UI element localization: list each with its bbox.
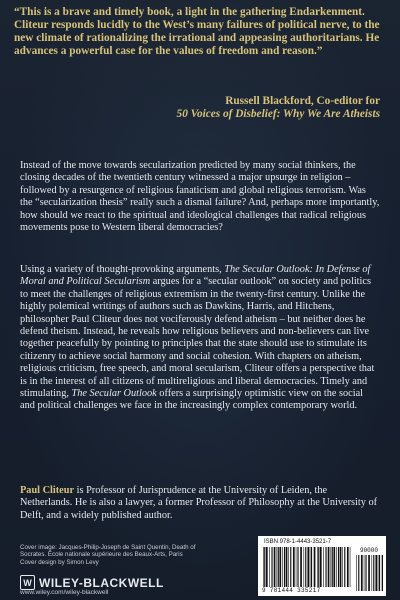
barcode-bars-icon <box>262 547 352 587</box>
endorsement-attribution <box>90 95 380 121</box>
isbn-label: ISBN 978-1-4443-3521-7 <box>264 539 332 545</box>
publisher-url: www.wiley.com/wiley-blackwell <box>20 589 109 596</box>
author-bio-text: is Professor of Jurisprudence at the University of Leiden, the Netherlands. He is also a lawyer, a former Professor of Philosophy at the University of Delft, and a widely published author. <box>20 485 378 521</box>
paragraph-2-intro: Using a variety of thought-provoking arguments, <box>20 264 225 275</box>
endorsement-author: Russell Blackford, Co-editor for <box>225 95 380 107</box>
author-bio <box>20 485 380 522</box>
wiley-logo-icon: W <box>20 575 35 590</box>
ean-digits: 9 781444 335217 <box>262 587 321 594</box>
description-paragraph-1: Instead of the move towards secularization predicted by many social thinkers, the closing decades of the twentieth century witnessed a major upsurge in religion – followed by a resurgence of religious fanaticism and global religious terrorism. Was the “secularization thesis” really such a dismal failure? And, perhaps more importantly, how should we react to the spiritual and ideological challenges that radical religious movements pose to Western liberal democracies? <box>20 160 380 234</box>
credit-line-1: Cover image: Jacques-Philip-Joseph de Saint Quentin, Death of <box>20 544 196 551</box>
endorsement-book-title: 50 Voices of Disbelief: Why We Are Atheists <box>176 108 380 120</box>
barcode <box>258 536 386 596</box>
paragraph-2-body: argues for a “secular outlook” on society and politics to meet the challenges of religious extremism in the twenty-first century. Unlike the highly polemical writings of authors such as Dawkins, Harris, and Hitchens, philosopher Paul Cliteur does not vociferously defend atheism – but neither does he defend theism. Instead, he reveals how religious believers and non-believers can live together peacefully by pointing to principles that the state should use to stimulate its citizenry to achieve social harmony and social cohesion. With chapters on atheism, religious criticism, free speech, and moral secularism, Cliteur offers a perspective that is in the interest of all citizens of multireligious and liberal democracies. Timely and stimulating, <box>20 276 375 400</box>
addon-bars-icon <box>355 555 383 591</box>
credit-line-3: Cover design by Simon Levy <box>20 558 99 566</box>
publisher-name: WILEY-BLACKWELL <box>39 575 164 590</box>
book-title-short: The Secular Outlook <box>71 388 157 400</box>
description-paragraph-2 <box>20 264 380 413</box>
price-addon-digits: 90000 <box>359 547 378 554</box>
author-name: Paul Cliteur <box>20 485 75 496</box>
endorsement-quote: “This is a brave and timely book, a light in the gathering Endarkenment. Cliteur responds lucidly to the West’s many failures of political nerve, to the new climate of rationalizing the irrational and appeasing authoritarians. He advances a powerful case for the values of freedom and reason.” <box>14 6 380 57</box>
credit-line-2: Socrates. École nationale supérieure des Beaux-Arts, Paris <box>20 551 183 559</box>
publisher-logo <box>20 575 164 590</box>
book-title-full: The Secular Outlook: In Defense of Moral and Political Secularism <box>20 264 371 288</box>
cover-credits <box>20 544 220 566</box>
paragraph-2-end: offers a surprisingly optimistic view on the social and political challenges we face in the increasingly complex contemporary world. <box>20 388 364 412</box>
